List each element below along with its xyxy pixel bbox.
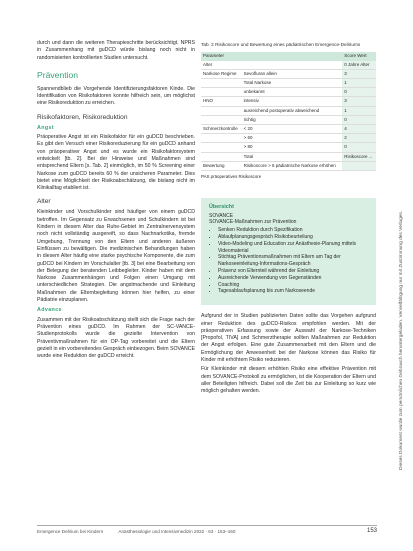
table-cell: Risikoscore > 6 pädiatrische Narkose erhöhen bbox=[242, 161, 343, 170]
overview-list-item: • Ablaufplanungsgespräch Risikobeurteilung bbox=[218, 234, 368, 241]
table-row bbox=[201, 134, 376, 143]
alter-heading: Alter bbox=[37, 198, 51, 206]
table-row bbox=[201, 161, 376, 170]
table-cell: 3 bbox=[342, 97, 376, 106]
table-cell: ausreichend postoperativ abweichend bbox=[242, 106, 343, 115]
overview-list bbox=[209, 227, 368, 295]
page-footer bbox=[37, 525, 377, 534]
table-cell: 4 bbox=[342, 125, 376, 134]
table-cell: > 60 bbox=[242, 134, 343, 143]
angst-paragraph: Präoperative Angst ist ein Risikofaktor für ein guDCD beschrieben. Es gibt den Versuch einer Risikoreduzierung für ein guDCD anhand von präoperativer Angst und es wurde ein Risikofaktorsystem entwickelt [tb. 2]. Bei der Hinweise und Maßnahmen sind entsprechend Eltern [s. Tab. 2] einmöglich, im 50 % Screening einer Narkose zum guDCD bereits 60 % der unsicheren Parameter. Dies bietet eine Möglichkeit der Risikoabschätzung, die bislang nicht im Klinikalltag etabliert ist. bbox=[37, 134, 195, 192]
table-cell: richtig bbox=[242, 115, 343, 124]
table-cell bbox=[201, 115, 242, 124]
right-column bbox=[201, 40, 376, 397]
footer-left: Emergence Delirium bei Kindern bbox=[37, 529, 104, 534]
table-header-cell: Score Wert bbox=[342, 52, 376, 60]
table-row bbox=[201, 97, 376, 106]
table-cell: 0 bbox=[342, 115, 376, 124]
risk-table-block bbox=[201, 42, 376, 180]
risk-heading: Risikofaktoren, Risikoreduktion bbox=[37, 113, 128, 121]
table-footnote: PAS präoperatives Risikoscore bbox=[201, 174, 262, 180]
table-cell: 1 bbox=[342, 79, 376, 88]
prevention-paragraph: Spannendblieb die Vorgehende Identifizierungsfaktoren Kinde. Die Identifikation von Risikofaktoren konnte hilfreich sein, um möglichst eine Risikoreduktion zu erreichen. bbox=[37, 85, 195, 107]
conclusion-paragraph-1: Aufgrund der in Studien publizierten Daten sollte das Vorgehen aufgrund einer Reduktion des guDCD-Risikos empfohlen werden. Mit der präoperativen Erfassung sowie der Auswahl der Narkose-Techniken [Propofol, TIVA] und Schmerztherapie sollten Maßnahmen zur Reduktion der Angst erfolgen. Eine gute Zusammenarbeit mit den Eltern und die Ermöglichung der Anwesenheit bei der Narkose können das Risiko für Kinder mit erhöhtem Risiko reduzieren. bbox=[201, 313, 376, 363]
table-cell bbox=[201, 134, 242, 143]
table-cell: 0 bbox=[342, 143, 376, 152]
table-cell: 3 bbox=[342, 69, 376, 78]
risk-table bbox=[201, 52, 376, 171]
overview-list-item: • Senken Reduktion durch Spezifikation bbox=[218, 227, 368, 234]
table-cell bbox=[242, 61, 343, 70]
table-row bbox=[201, 125, 376, 134]
table-cell: 0 Jahre Alter bbox=[342, 61, 376, 70]
table-cell: unbekannt bbox=[242, 88, 343, 97]
overview-list-item: • Coaching bbox=[218, 282, 368, 289]
footer-journal: Anästhesiologie und Intensivmedizin 2022 · 63 · 153–160 bbox=[118, 529, 236, 534]
table-cell: Schmerzkontrolle bbox=[201, 125, 242, 134]
table-cell: intensiv bbox=[242, 97, 343, 106]
overview-list-item: • Video-Modeling und Education zur Anästhesie-Planung mittels Videomaterial bbox=[218, 241, 368, 255]
table-row bbox=[201, 88, 376, 97]
table-header-cell: Parameter bbox=[201, 52, 242, 60]
page-number: 153 bbox=[366, 528, 377, 534]
table-row bbox=[201, 115, 376, 124]
table-cell: Narkose Regime bbox=[201, 69, 242, 78]
overview-subtitle-1: SOVANCE bbox=[209, 212, 234, 219]
overview-list-item: • Stichtag Präventionsmaßnahmen mit Eltern am Tag der Narkoseeinleitung-Informations-Gespräch bbox=[218, 254, 368, 268]
table-cell: < 20 bbox=[242, 125, 343, 134]
prevention-heading: Prävention bbox=[37, 69, 79, 80]
intro-paragraph: durch und dann die weiteren Therapieschritte berücksichtigt. NPRS in Zusammenhang mit guDCD würde bislang noch nicht in randomisierten kontrollierten Studien untersucht. bbox=[37, 40, 195, 61]
table-row bbox=[201, 79, 376, 88]
table-row bbox=[201, 106, 376, 115]
table-cell: > 80 bbox=[242, 143, 343, 152]
table-header-cell bbox=[242, 52, 343, 60]
conclusion-paragraph-2: Für Kleinkinder mit diesem erhöhten Risiko eine effektive Prävention mit dem SOVANCE-Protokoll zu ermöglichen, ist die Kooperation der Eltern und aller Beteiligten hilfreich. Dabei soll die Zeit bis zur Einleitung so kurz wie möglich gehalten werden. bbox=[201, 366, 376, 395]
table-cell: Alter bbox=[201, 61, 242, 70]
alter-paragraph: Kleinkinder und Vorschulkinder sind häufiger von einem guDCD betroffen. Im Gegensatz zu Erwachsenen und Schulkindern ist bei Kindern in diesem Alter das Ruhe-Gebiet im Zentralnervensystem noch nicht vollständig ausgereift, so dass Nachnarkotika, fremde Umgebung, Trennung von den Eltern und anderen äußeren Einflüssen zu bewältigen. Die medizinischen Behandlungen haben in diesem Alter häufig eine starke psychische Komponente, die zum guDCD bei Kindern im Vorschulalter [tb. 3] bei eine Bearbeitung von der Belegung der beratenden Leibbegleiter. Kinder haben mit dem Narkose Zusammenhängen und Folgen einen Umgang mit unterschiedlichen Strategien. Die angstmachende und Einleitung Maßnahmen die Elternbegleitung können hier helfen, zu einer Pädiatrie einzuplanen. bbox=[37, 209, 195, 304]
overview-box bbox=[201, 198, 376, 305]
overview-subtitle-2: SOVANCE-Maßnahmen zur Prävention bbox=[209, 219, 297, 226]
table-cell: 0 bbox=[342, 88, 376, 97]
table-cell: Risikoscore ... bbox=[342, 152, 376, 161]
table-cell bbox=[201, 152, 242, 161]
table-cell bbox=[201, 79, 242, 88]
table-row bbox=[201, 152, 376, 161]
table-row bbox=[201, 61, 376, 70]
side-copyright-note: Dieses Dokument wurde zum persönlichen Gebrauch heruntergeladen. Vervielfältigung nur mit Zustimmung des Verlages. bbox=[399, 210, 404, 470]
table-cell bbox=[342, 161, 376, 170]
overview-title: Übersicht bbox=[209, 204, 234, 211]
table-cell: Bewertung bbox=[201, 161, 242, 170]
angst-label: Angst bbox=[37, 124, 55, 131]
table-cell: HNO bbox=[201, 97, 242, 106]
table-cell: Total bbox=[242, 152, 343, 161]
overview-list-item: • Präsenz von Elternteil während der Einleitung bbox=[218, 268, 368, 275]
table-cell bbox=[201, 106, 242, 115]
table-row bbox=[201, 143, 376, 152]
overview-list-item: • Tagesablaufsplanung bis zum Narkoseende bbox=[218, 288, 368, 295]
left-column bbox=[37, 40, 195, 362]
table-header-row bbox=[201, 52, 376, 60]
table-cell bbox=[201, 88, 242, 97]
table-cell bbox=[201, 143, 242, 152]
table-cell: 2 bbox=[342, 134, 376, 143]
overview-list-item: • Ausreichende Verwendung von Gegenständen bbox=[218, 275, 368, 282]
table-caption: Tab. 2 Risikoscore und Bewertung eines pädiatrischen Emergence-Deliriums bbox=[201, 42, 361, 47]
table-cell: Total Narkose bbox=[242, 79, 343, 88]
table-cell: 1 bbox=[342, 106, 376, 115]
advance-paragraph: Zusammen mit der Risikoabschätzung stellt sich die Frage nach der Prävention eines guDCD. Im Rahmen der SC-VANCE-Studienprotokolls wurde die gezielte Intervention von Präventivmaßnahmen für ein OP-Tag vorbereitet und die Eltern gezielt in ein vorbereitendes Gespräch einbezogen. Beim SOVANCE wurde eine Reduktion der guDCD erreicht. bbox=[37, 316, 195, 360]
advance-label: Advance bbox=[37, 307, 62, 314]
table-row bbox=[201, 69, 376, 78]
table-cell: Sevofluran allein bbox=[242, 69, 343, 78]
